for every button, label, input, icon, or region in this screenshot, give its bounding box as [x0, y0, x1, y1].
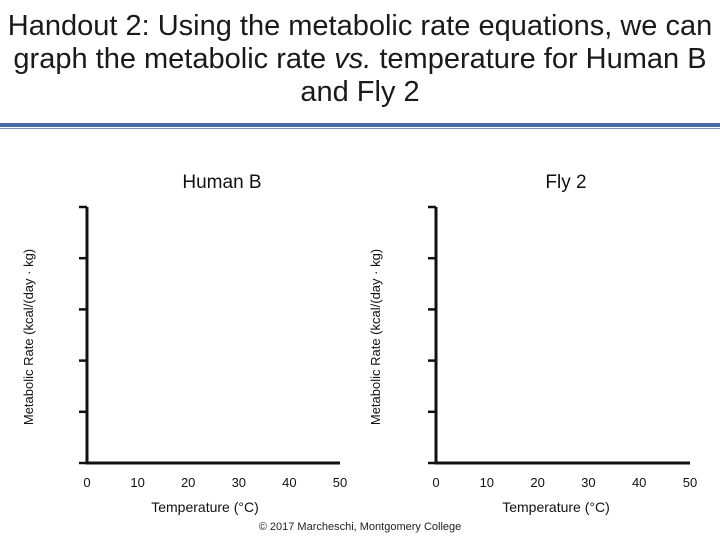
- chart-2-x-tick-label: 20: [530, 475, 545, 490]
- chart-1-y-axis-label: Metabolic Rate (kcal/(day · kg): [21, 248, 36, 426]
- title-line-3: and Fly 2: [300, 76, 420, 108]
- chart-2-x-tick-label: 30: [581, 475, 596, 490]
- title-line-2-prefix: graph the metabolic rate: [13, 43, 335, 75]
- chart-1-x-tick-label: 20: [180, 475, 196, 490]
- chart-2-y-axis-label: Metabolic Rate (kcal/(day · kg): [368, 248, 383, 426]
- title-line-1: Handout 2: Using the metabolic rate equations, we can: [7, 10, 713, 42]
- chart-1-x-axis-label: Temperature (°C): [151, 499, 259, 515]
- chart-1-x-tick-label: 50: [332, 475, 348, 490]
- chart-2-x-tick-label: 50: [682, 475, 698, 490]
- chart-1-title: Human B: [182, 172, 262, 193]
- title-line-2-suffix: temperature for Human B: [371, 43, 707, 75]
- title-line-2-italic: vs.: [334, 43, 372, 75]
- copyright-credit: © 2017 Marcheschi, Montgomery College: [258, 521, 462, 533]
- chart-2-x-tick-label: 10: [479, 475, 495, 490]
- chart-1-x-tick-label: 40: [282, 475, 297, 490]
- chart-2-x-tick-label: 0: [432, 475, 440, 490]
- chart-2-x-axis-label: Temperature (°C): [502, 499, 610, 515]
- chart-1-x-tick-label: 0: [83, 475, 91, 490]
- chart-1-x-tick-label: 30: [231, 475, 247, 490]
- chart-2-x-tick-label: 40: [631, 475, 647, 490]
- chart-1-x-tick-label: 10: [130, 475, 145, 490]
- chart-2-title: Fly 2: [545, 172, 587, 193]
